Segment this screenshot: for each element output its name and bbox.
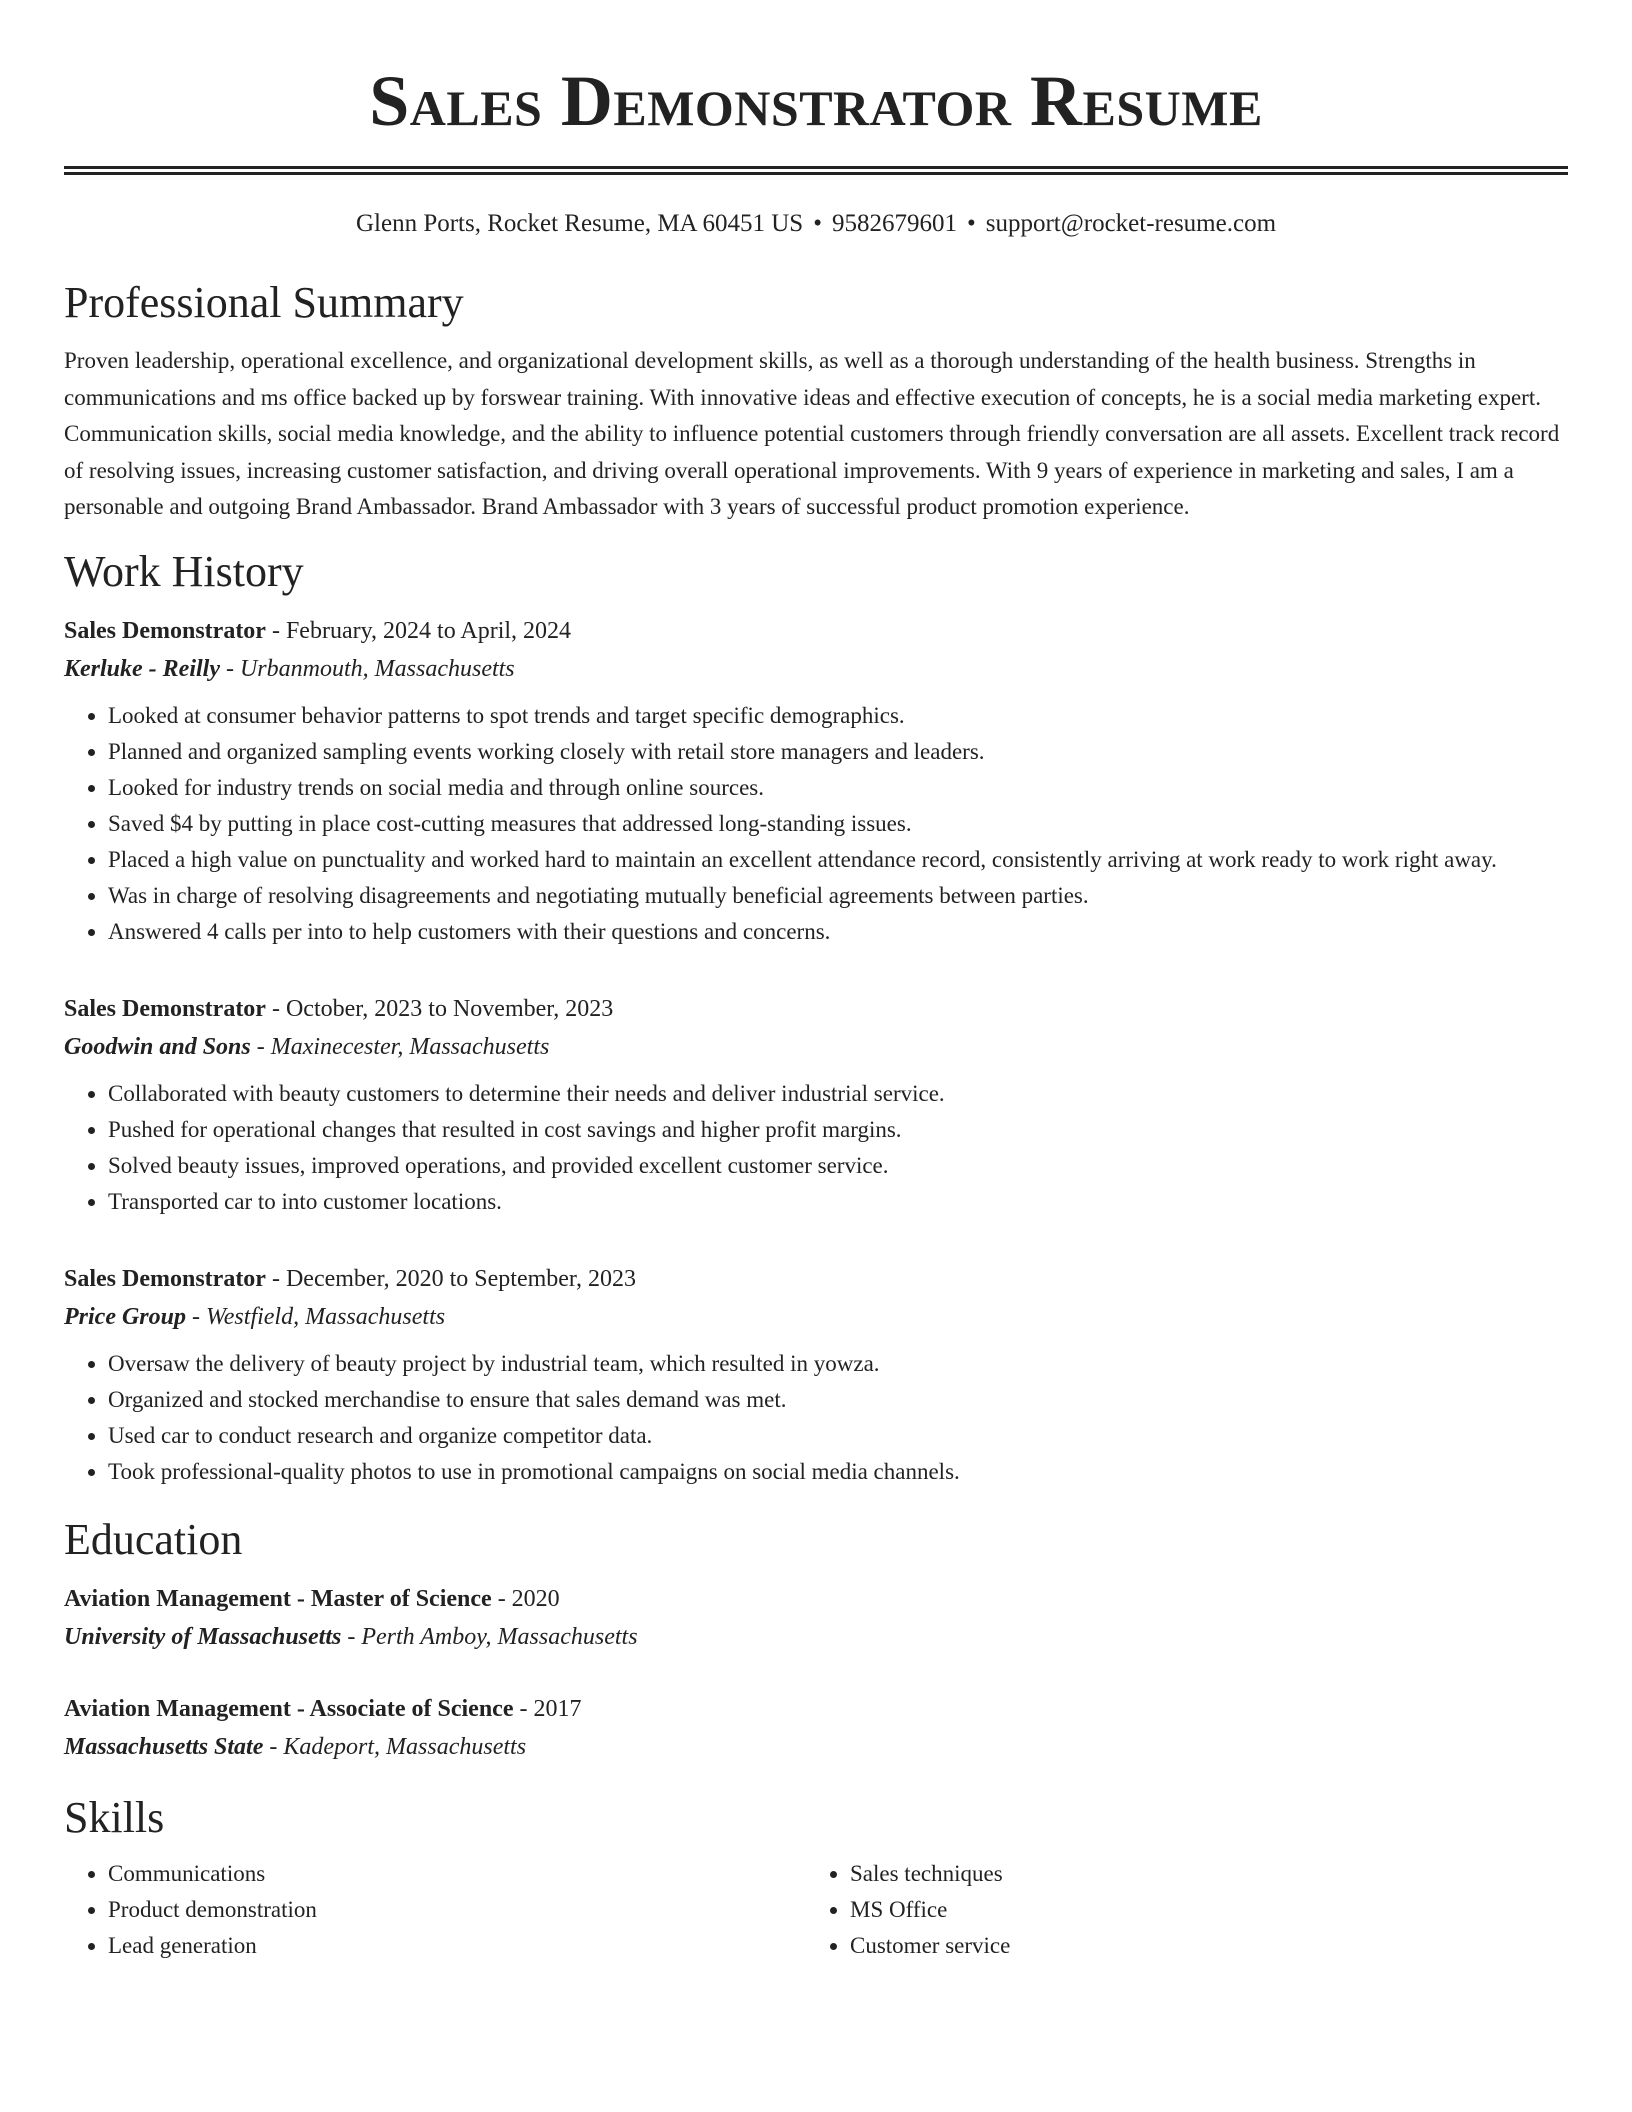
- list-item: • Collaborated with beauty customers to determine their needs and deliver industrial service.: [108, 1076, 1568, 1112]
- job-location: - Urbanmouth, Massachusetts: [219, 655, 515, 682]
- list-item: • Oversaw the delivery of beauty project by industrial team, which resulted in yowza.: [108, 1346, 1568, 1382]
- summary-text: Proven leadership, operational excellence, and organizational development skills, as well as a thorough understanding of the health business. Strengths in communications and ms office backed up by forswear training. With innovative ideas and effective execution of concepts, he is a social media marketing expert. Communication skills, social media knowledge, and the ability to influence potential customers through friendly conversation are all assets. Excellent track record of resolving issues, increasing customer satisfaction, and driving overall operational improvements. With 9 years of experience in marketing and sales, I am a personable and outgoing Brand Ambassador. Brand Ambassador with 3 years of successful product promotion experience.: [64, 348, 1560, 519]
- list-item: • Placed a high value on punctuality and worked hard to maintain an excellent attendance record, consistently arriving at work ready to work right away.: [108, 842, 1568, 878]
- education-entry: [64, 1580, 1568, 1656]
- school-name: University of Massachusetts: [64, 1623, 342, 1650]
- job-title-line: [64, 1260, 1568, 1298]
- job-bullets: [64, 698, 1568, 950]
- list-item: • Looked for industry trends on social media and through online sources.: [108, 770, 1568, 806]
- list-item: • Planned and organized sampling events working closely with retail store managers and leaders.: [108, 734, 1568, 770]
- job-location: - Westfield, Massachusetts: [186, 1303, 446, 1330]
- degree-line: [64, 1580, 1568, 1618]
- list-item: • Used car to conduct research and organize competitor data.: [108, 1418, 1568, 1454]
- list-item: • Answered 4 calls per into to help customers with their questions and concerns.: [108, 914, 1568, 950]
- job-title: Sales Demonstrator: [64, 617, 266, 644]
- list-item: • Lead generation: [108, 1928, 806, 1964]
- degree-name: Aviation Management - Master of Science: [64, 1585, 492, 1612]
- school-name: Massachusetts State: [64, 1733, 264, 1760]
- skills-heading: Skills: [64, 1792, 165, 1842]
- list-item: • Product demonstration: [108, 1892, 806, 1928]
- list-item: • Organized and stocked merchandise to ensure that sales demand was met.: [108, 1382, 1568, 1418]
- list-item: • Solved beauty issues, improved operations, and provided excellent customer service.: [108, 1148, 1568, 1184]
- contact-separator: •: [813, 210, 822, 237]
- list-item: • Was in charge of resolving disagreements and negotiating mutually beneficial agreements between parties.: [108, 878, 1568, 914]
- job-entry: [64, 990, 1568, 1220]
- skills-bullets: [806, 1856, 1548, 1964]
- job-bullets: [64, 1346, 1568, 1490]
- school-location: - Kadeport, Massachusetts: [263, 1733, 527, 1760]
- school-line: [64, 1728, 1568, 1766]
- job-entry: [64, 1260, 1568, 1490]
- job-company: Price Group: [64, 1303, 186, 1330]
- skills-bullets: [64, 1856, 806, 1964]
- job-location: - Maxinecester, Massachusetts: [250, 1033, 550, 1060]
- job-company-line: [64, 650, 1568, 688]
- list-item: • Communications: [108, 1856, 806, 1892]
- list-item: • Pushed for operational changes that resulted in cost savings and higher profit margins.: [108, 1112, 1568, 1148]
- job-dates: - February, 2024 to April, 2024: [265, 617, 572, 644]
- contact-separator: •: [966, 210, 976, 237]
- job-company: Kerluke - Reilly: [64, 655, 220, 682]
- degree-year: - 2017: [513, 1695, 582, 1722]
- job-title-line: [64, 612, 1568, 650]
- list-item: • Looked at consumer behavior patterns to spot trends and target specific demographics.: [108, 698, 1568, 734]
- contact-phone: 9582679601: [831, 210, 957, 237]
- list-item: • Saved $4 by putting in place cost-cutting measures that addressed long-standing issues.: [108, 806, 1568, 842]
- job-bullets: [64, 1076, 1568, 1220]
- job-dates: - December, 2020 to September, 2023: [265, 1265, 636, 1292]
- list-item: • Transported car to into customer locations.: [108, 1184, 1568, 1220]
- education-entry: [64, 1690, 1568, 1766]
- title-divider: [64, 166, 1568, 175]
- job-title: Sales Demonstrator: [64, 995, 266, 1022]
- list-item: • MS Office: [850, 1892, 1548, 1928]
- school-location: - Perth Amboy, Massachusetts: [341, 1623, 638, 1650]
- summary-heading: Professional Summary: [64, 278, 464, 327]
- contact-address: Glenn Ports, Rocket Resume, MA 60451 US: [355, 210, 804, 237]
- school-line: [64, 1618, 1568, 1656]
- contact-email: support@rocket-resume.com: [985, 210, 1277, 237]
- resume-title: Sales Demonstrator Resume: [369, 61, 1263, 141]
- list-item: • Took professional-quality photos to use in promotional campaigns on social media channels.: [108, 1454, 1568, 1490]
- list-item: • Customer service: [850, 1928, 1548, 1964]
- degree-name: Aviation Management - Associate of Science: [64, 1695, 514, 1722]
- job-title: Sales Demonstrator: [64, 1265, 266, 1292]
- job-company-line: [64, 1298, 1568, 1336]
- skills-list: [64, 1856, 1568, 1964]
- job-entry: [64, 612, 1568, 950]
- skills-column-left: [64, 1856, 806, 1964]
- skills-column-right: [806, 1856, 1548, 1964]
- degree-line: [64, 1690, 1568, 1728]
- job-title-line: [64, 990, 1568, 1028]
- contact-line: [64, 209, 1568, 239]
- job-company-line: [64, 1028, 1568, 1066]
- education-heading: Education: [64, 1514, 243, 1564]
- job-company: Goodwin and Sons: [64, 1033, 251, 1060]
- work-history-heading: Work History: [64, 546, 304, 596]
- degree-year: - 2020: [491, 1585, 560, 1612]
- job-dates: - October, 2023 to November, 2023: [265, 995, 614, 1022]
- list-item: • Sales techniques: [850, 1856, 1548, 1892]
